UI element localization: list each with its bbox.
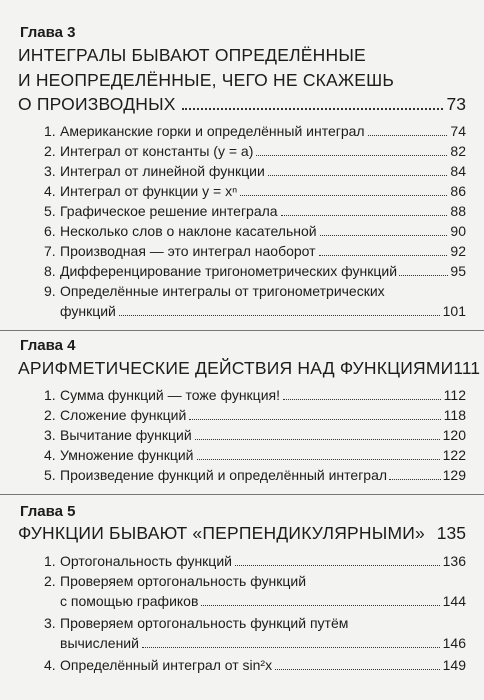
chapter-label: Глава 5 bbox=[20, 503, 76, 520]
entry-number: 4. bbox=[44, 183, 56, 199]
toc-entry[interactable] bbox=[44, 614, 466, 632]
entry-number: 8. bbox=[44, 263, 56, 279]
entry-number: 7. bbox=[44, 243, 56, 259]
entry-page: 88 bbox=[450, 203, 466, 219]
dot-leader bbox=[275, 669, 440, 670]
toc-entry[interactable] bbox=[44, 142, 466, 160]
chapter-title-line: И НЕОПРЕДЕЛЁННЫЕ, ЧЕГО НЕ СКАЖЕШЬ bbox=[18, 70, 395, 90]
entry-page: 144 bbox=[442, 593, 466, 609]
toc-entry[interactable] bbox=[44, 262, 466, 280]
divider bbox=[0, 494, 484, 495]
entry-number: 1. bbox=[44, 123, 56, 139]
entry-title: Американские горки и определённый интеграл bbox=[60, 123, 365, 139]
entry-title: Определённый интеграл от sin²x bbox=[60, 657, 273, 673]
entry-page: 112 bbox=[443, 387, 466, 403]
chapter-title-row[interactable] bbox=[18, 522, 466, 544]
entry-page: 86 bbox=[450, 183, 466, 199]
toc-entry[interactable] bbox=[44, 202, 466, 220]
dot-leader bbox=[389, 479, 441, 480]
entry-number: 3. bbox=[44, 615, 56, 631]
entry-page: 129 bbox=[442, 467, 466, 483]
entry-title: Вычитание функций bbox=[60, 427, 192, 443]
entry-title: Проверяем ортогональность функций bbox=[60, 573, 307, 589]
entry-page: 120 bbox=[442, 427, 466, 443]
entry-page: 92 bbox=[450, 243, 466, 259]
entry-number: 2. bbox=[44, 407, 56, 423]
toc-entry[interactable] bbox=[44, 466, 466, 484]
entry-title: Несколько слов о наклоне касательной bbox=[60, 223, 317, 239]
entry-title: Интеграл от константы (y = a) bbox=[60, 143, 254, 159]
toc-entry[interactable] bbox=[44, 656, 466, 674]
entry-title: Графическое решение интеграла bbox=[60, 203, 278, 219]
dot-leader bbox=[182, 108, 443, 110]
entry-title: Умножение функций bbox=[60, 447, 194, 463]
entry-page: 136 bbox=[442, 553, 466, 569]
entry-number: 1. bbox=[44, 553, 56, 569]
toc-entry-continuation[interactable] bbox=[60, 592, 466, 610]
entry-title: Дифференцирование тригонометрических функций bbox=[60, 263, 398, 279]
entry-title: Произведение функций и определённый интеграл bbox=[60, 467, 388, 483]
chapter-title-line: АРИФМЕТИЧЕСКИЕ ДЕЙСТВИЯ НАД ФУНКЦИЯМИ bbox=[18, 358, 454, 378]
toc-entry[interactable] bbox=[44, 386, 466, 404]
dot-leader bbox=[189, 419, 440, 420]
dot-leader bbox=[235, 565, 440, 566]
entry-title: Сумма функций — тоже функция! bbox=[60, 387, 280, 403]
entry-title: Интеграл от функции y = xⁿ bbox=[60, 183, 238, 199]
entry-page: 146 bbox=[442, 635, 466, 651]
toc-entry[interactable] bbox=[44, 282, 466, 300]
entry-number: 5. bbox=[44, 467, 56, 483]
entry-title: с помощью графиков bbox=[60, 593, 199, 609]
entry-page: 101 bbox=[442, 303, 466, 319]
dot-leader bbox=[195, 439, 440, 440]
entry-title: Проверяем ортогональность функций путём bbox=[60, 615, 349, 631]
dot-leader bbox=[368, 135, 448, 136]
dot-leader bbox=[201, 605, 439, 606]
dot-leader bbox=[268, 175, 448, 176]
entry-title: Определённые интегралы от тригонометрических bbox=[60, 283, 385, 299]
dot-leader bbox=[319, 255, 448, 256]
chapter-page-number: 135 bbox=[436, 523, 466, 543]
entry-title: Ортогональность функций bbox=[60, 553, 232, 569]
entry-page: 118 bbox=[443, 407, 466, 423]
entry-number: 4. bbox=[44, 657, 56, 673]
dot-leader bbox=[119, 315, 440, 316]
entry-number: 5. bbox=[44, 203, 56, 219]
dot-leader bbox=[197, 459, 440, 460]
dot-leader bbox=[256, 155, 447, 156]
toc-entry-continuation[interactable] bbox=[60, 302, 466, 320]
entry-title: Производная — это интеграл наоборот bbox=[60, 243, 316, 259]
dot-leader bbox=[399, 275, 448, 276]
entry-page: 149 bbox=[442, 657, 466, 673]
toc-entry[interactable] bbox=[44, 242, 466, 260]
dot-leader bbox=[240, 195, 447, 196]
entry-number: 9. bbox=[44, 283, 56, 299]
chapter-label: Глава 4 bbox=[20, 337, 76, 354]
dot-leader bbox=[283, 399, 441, 400]
chapter-label: Глава 3 bbox=[20, 24, 76, 41]
toc-entry[interactable] bbox=[44, 552, 466, 570]
toc-entry[interactable] bbox=[44, 572, 466, 590]
divider bbox=[0, 330, 484, 331]
dot-leader bbox=[281, 215, 448, 216]
entry-page: 122 bbox=[442, 447, 466, 463]
toc-entry[interactable] bbox=[44, 446, 466, 464]
chapter-page-number: 111 bbox=[453, 358, 481, 378]
toc-entry[interactable] bbox=[44, 162, 466, 180]
toc-entry[interactable] bbox=[44, 222, 466, 240]
entry-title: вычислений bbox=[60, 635, 139, 651]
entry-title: Сложение функций bbox=[60, 407, 187, 423]
toc-entry-continuation[interactable] bbox=[60, 634, 466, 652]
entry-title: функций bbox=[60, 303, 116, 319]
dot-leader bbox=[320, 235, 448, 236]
chapter-title-line: ФУНКЦИИ БЫВАЮТ «ПЕРПЕНДИКУЛЯРНЫМИ» bbox=[18, 523, 425, 543]
toc-entry[interactable] bbox=[44, 182, 466, 200]
entry-number: 3. bbox=[44, 427, 56, 443]
entry-page: 84 bbox=[450, 163, 466, 179]
chapter-title-row[interactable] bbox=[18, 93, 466, 115]
entry-page: 95 bbox=[450, 263, 466, 279]
chapter-page-number: 73 bbox=[446, 94, 466, 114]
chapter-title-row[interactable] bbox=[18, 357, 481, 379]
entry-page: 90 bbox=[450, 223, 466, 239]
toc-entry[interactable] bbox=[44, 426, 466, 444]
entry-number: 2. bbox=[44, 143, 56, 159]
chapter-title-line: О ПРОИЗВОДНЫХ bbox=[18, 94, 176, 114]
entry-number: 1. bbox=[44, 387, 56, 403]
toc-entry[interactable] bbox=[44, 406, 466, 424]
entry-number: 3. bbox=[44, 163, 56, 179]
chapter-title-line: ИНТЕГРАЛЫ БЫВАЮТ ОПРЕДЕЛЁННЫЕ bbox=[18, 45, 366, 65]
entry-page: 74 bbox=[450, 123, 466, 139]
entry-title: Интеграл от линейной функции bbox=[60, 163, 265, 179]
entry-number: 4. bbox=[44, 447, 56, 463]
dot-leader bbox=[142, 647, 440, 648]
entry-page: 82 bbox=[450, 143, 466, 159]
entry-number: 6. bbox=[44, 223, 56, 239]
entry-number: 2. bbox=[44, 573, 56, 589]
toc-entry[interactable] bbox=[44, 122, 466, 140]
